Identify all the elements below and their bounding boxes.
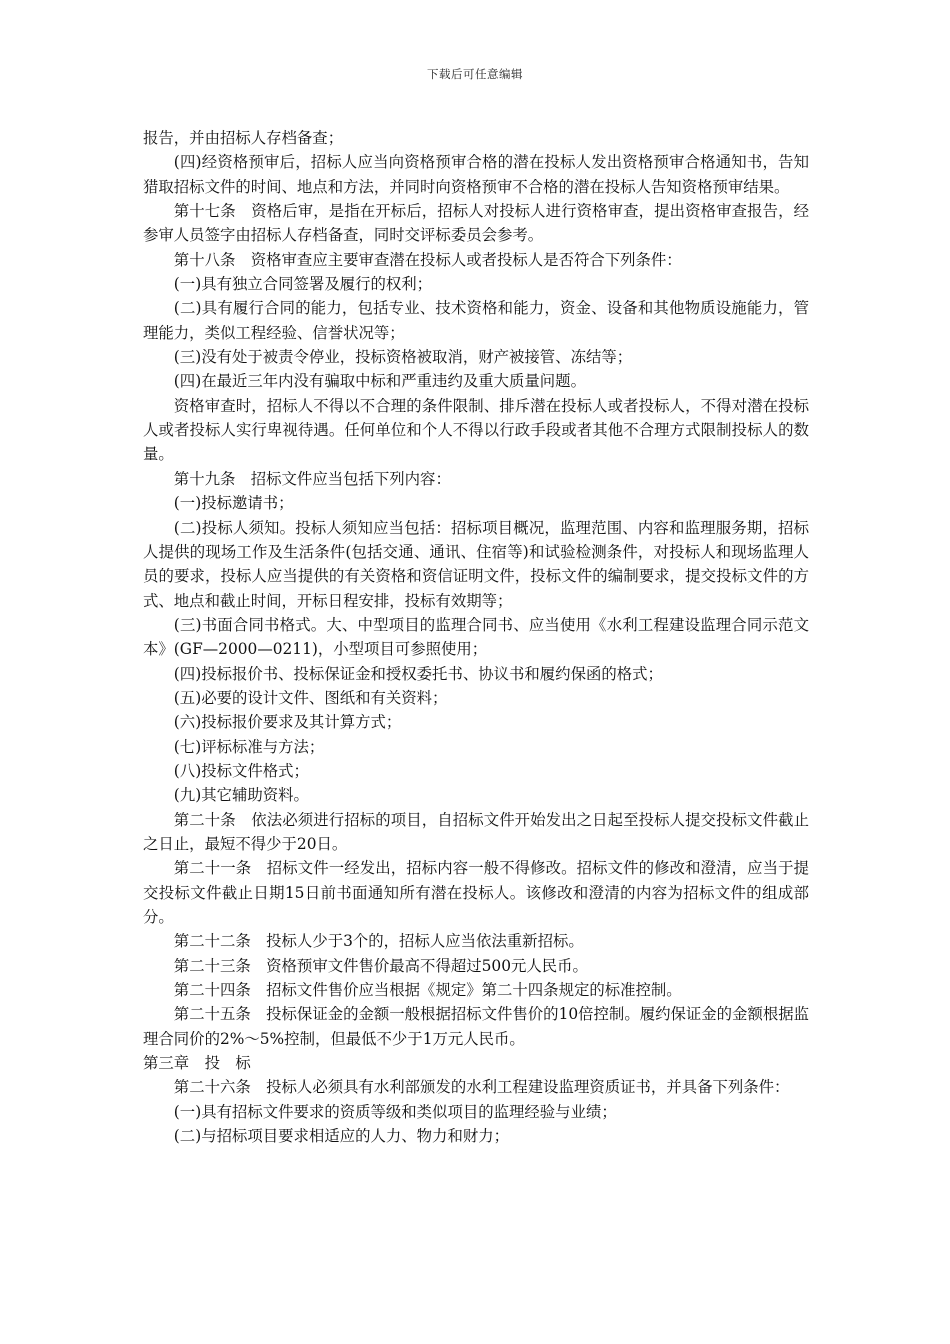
paragraph: (六)投标报价要求及其计算方式；: [173, 713, 402, 732]
paragraph: (三)没有处于被责令停业，投标资格被取消，财产被接管、冻结等；: [173, 348, 633, 367]
paragraph: (二)投标人须知。投标人须知应当包括：招标项目概况，监理范围、内容和监理服务期，招标人提供的现场工作及生活条件(包括交通、通讯、住宿等)和试验检测条件，对投标人和现场监理人员的要求，投标人应当提供的有关资格和资信证明文件，投标文件的编制要求，提交投标文件的方式、地点和截止时间，开标日程安排，投标有效期等；: [143, 518, 809, 610]
paragraph: (四)经资格预审后，招标人应当向资格预审合格的潜在投标人发出资格预审合格通知书，告知猎取招标文件的时间、地点和方法，并同时向资格预审不合格的潜在投标人告知资格预审结果。: [143, 153, 809, 196]
paragraph: (四)投标报价书、投标保证金和授权委托书、协议书和履约保函的格式；: [173, 664, 663, 683]
document-body: [143, 126, 809, 1148]
paragraph: (一)投标邀请书；: [173, 494, 294, 513]
paragraph: (八)投标文件格式；: [173, 761, 309, 780]
paragraph: 第二十四条 招标文件售价应当根据《规定》第二十四条规定的标准控制。: [173, 981, 682, 1000]
paragraph: (九)其它辅助资料。: [173, 786, 309, 805]
paragraph: 第十八条 资格审查应主要审查潜在投标人或者投标人是否符合下列条件：: [173, 250, 682, 269]
paragraph: 第十九条 招标文件应当包括下列内容：: [173, 469, 451, 488]
page-header-note: 下载后可任意编辑: [427, 67, 523, 81]
paragraph: (一)具有独立合同签署及履行的权利；: [173, 275, 433, 294]
paragraph: (一)具有招标文件要求的资质等级和类似项目的监理经验与业绩；: [173, 1102, 617, 1121]
paragraph: 第二十五条 投标保证金的金额一般根据招标文件售价的10倍控制。履约保证金的金额根据监理合同价的2%～5%控制，但最低不少于1万元人民币。: [143, 1005, 810, 1048]
paragraph: (七)评标标准与方法；: [173, 737, 325, 756]
paragraph: 第二十一条 招标文件一经发出，招标内容一般不得修改。招标文件的修改和澄清，应当于提交投标文件截止日期15日前书面通知所有潜在投标人。该修改和澄清的内容为招标文件的组成部分。: [143, 859, 809, 926]
paragraph: (四)在最近三年内没有骗取中标和严重违约及重大质量问题。: [173, 372, 586, 391]
paragraph: (五)必要的设计文件、图纸和有关资料；: [173, 688, 448, 707]
paragraph: 报告，并由招标人存档备查；: [143, 129, 344, 147]
paragraph: 第三章 投 标: [143, 1054, 251, 1073]
paragraph: (二)具有履行合同的能力，包括专业、技术资格和能力，资金、设备和其他物质设施能力，管理能力，类似工程经验、信誉状况等；: [143, 299, 809, 342]
paragraph: (二)与招标项目要求相适应的人力、物力和财力；: [173, 1127, 510, 1146]
paragraph: 第二十二条 投标人少于3个的，招标人应当依法重新招标。: [173, 932, 584, 951]
paragraph: 第二十六条 投标人必须具有水利部颁发的水利工程建设监理资质证书，并具备下列条件：: [173, 1078, 790, 1097]
paragraph: 第二十三条 资格预审文件售价最高不得超过500元人民币。: [173, 956, 588, 975]
paragraph: 第二十条 依法必须进行招标的项目，自招标文件开始发出之日起至投标人提交投标文件截止之日止，最短不得少于20日。: [143, 810, 809, 853]
paragraph: (三)书面合同书格式。大、中型项目的监理合同书、应当使用《水利工程建设监理合同示范文本》(GF—2000—0211)，小型项目可参照使用；: [143, 615, 809, 659]
paragraph: 第十七条 资格后审，是指在开标后，招标人对投标人进行资格审查，提出资格审查报告，经参审人员签字由招标人存档备查，同时交评标委员会参考。: [143, 202, 809, 245]
paragraph: 资格审查时，招标人不得以不合理的条件限制、排斥潜在投标人或者投标人，不得对潜在投标人或者投标人实行卑视待遇。任何单位和个人不得以行政手段或者其他不合理方式限制投标人的数量。: [143, 396, 809, 464]
